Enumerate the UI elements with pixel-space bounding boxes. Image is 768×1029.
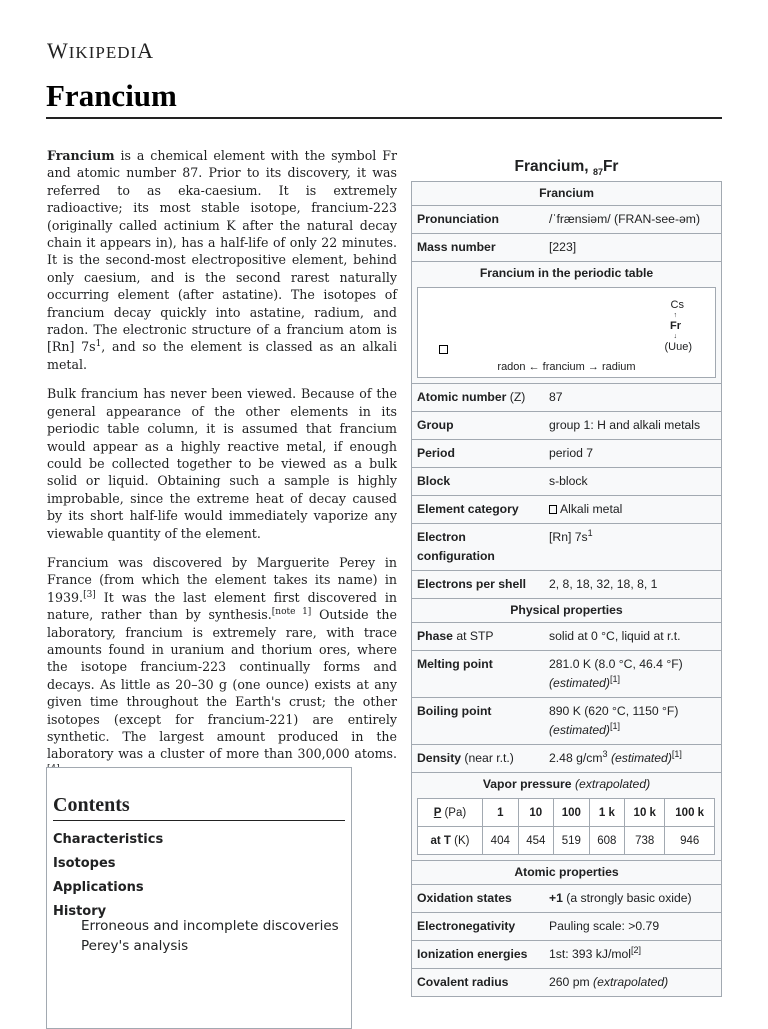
toc-subitem-pereys-analysis[interactable]: Perey's analysis — [81, 938, 189, 954]
citation[interactable]: [3] — [83, 589, 96, 600]
arrow-down-icon: ↓ — [673, 333, 677, 340]
vp-pressure-row: P (Pa) 1 10 100 1 k 10 k 100 k — [418, 799, 715, 827]
infobox-row-phase: Phase at STP solid at 0 °C, liquid at r.t. — [412, 622, 721, 650]
atomic-properties-header: Atomic properties — [412, 860, 721, 884]
category-swatch-icon — [549, 505, 557, 514]
infobox-row-oxidation-states: Oxidation states +1 (a strongly basic oxide) — [412, 884, 721, 912]
toc-list — [53, 828, 163, 924]
infobox-row-category: Element category Alkali metal — [412, 495, 721, 523]
infobox-caption: Francium, $_{87}$Fr — [514, 158, 619, 178]
infobox-row-ionization-energies: Ionization energies 1st: 393 kJ/mol[2] — [412, 940, 721, 968]
toc-title: Contents — [53, 794, 130, 816]
pt-above-element[interactable]: Cs — [670, 299, 684, 311]
title-divider — [46, 117, 722, 119]
pt-square-icon — [439, 345, 448, 354]
infobox-row-covalent-radius: Covalent radius 260 pm (extrapolated) — [412, 968, 721, 996]
toc-item-applications[interactable]: Applications — [53, 880, 144, 895]
toc-item-isotopes[interactable]: Isotopes — [53, 856, 116, 871]
article-body — [47, 147, 397, 792]
arrow-up-icon: ↑ — [673, 312, 677, 319]
infobox-row-electrons-per-shell: Electrons per shell 2, 8, 18, 32, 18, 8, 1 — [412, 570, 721, 598]
pt-current-element: Fr — [670, 320, 681, 332]
infobox-row-pronunciation: Pronunciation /ˈfrænsiəm/ (FRAN-see-əm) — [412, 205, 721, 233]
toc-item-history[interactable]: History — [53, 904, 107, 919]
element-infobox — [411, 157, 722, 997]
toc-subitem-erroneous-discoveries[interactable]: Erroneous and incomplete discoveries — [81, 918, 339, 934]
vp-temperature-row: at T (K) 404 454 519 608 738 946 — [418, 827, 715, 855]
pt-neighbor-nav[interactable]: radon ← francium → radium — [497, 361, 636, 373]
infobox-row-electronegativity: Electronegativity Pauling scale: >0.79 — [412, 912, 721, 940]
citation[interactable]: [note 1] — [271, 606, 312, 617]
toc-item-characteristics[interactable]: Characteristics — [53, 832, 164, 847]
toc-divider — [53, 820, 345, 821]
periodic-table-mini[interactable] — [417, 287, 716, 378]
infobox-row-mass-number: Mass number [223] — [412, 233, 721, 261]
infobox-row-density: Density (near r.t.) 2.48 $g/cm^3$ (estimated)[1] — [412, 744, 721, 772]
infobox-header-name: Francium — [539, 186, 594, 200]
vapor-pressure-header: Vapor pressure (extrapolated) — [412, 772, 721, 796]
pt-below-element[interactable]: (Uue) — [664, 341, 692, 353]
infobox-row-period: Period period 7 — [412, 439, 721, 467]
infobox-row-group: Group group 1: H and alkali metals — [412, 411, 721, 439]
table-of-contents — [46, 767, 352, 1029]
infobox-row-atomic-number: Atomic number (Z) 87 — [412, 383, 721, 411]
page-title: Francium — [46, 78, 177, 113]
infobox-row-electron-configuration: Electron configuration [Rn] $7s^1$ — [412, 523, 721, 570]
infobox-row-block: Block s-block — [412, 467, 721, 495]
physical-properties-header: Physical properties — [412, 598, 721, 622]
intro-paragraph-3: Francium was discovered by Marguerite Perey in France (from which the element takes its name) in 1939.[3] It was the last element first discovered in nature, rather than by synthesis.[note 1] Outside the laboratory, francium is extremely rare, with trace amounts found in uranium and thorium ores, where the isotope francium-223 continually forms and decays. As little as 20–30 g (one ounce) exists at any given time throughout the Earth's crust; the other isotopes (except for francium-221) are entirely synthetic. The largest amount produced in the laboratory was a cluster of more than 300,000 atoms. — [47, 554, 397, 780]
infobox-row-melting-point: Melting point 281.0 K (8.0 °C, 46.4 °F) (estimated)[1] — [412, 650, 721, 697]
periodic-table-header: Francium in the periodic table — [412, 261, 721, 285]
infobox-row-boiling-point: Boiling point 890 K (620 °C, 1150 °F) (estimated)[1] — [412, 697, 721, 744]
vapor-pressure-table — [417, 798, 715, 855]
wikipedia-wordmark[interactable]: WIKIPEDIA — [47, 38, 155, 63]
intro-paragraph-1: Francium is a chemical element with the symbol Fr and atomic number 87. Prior to its discovery, it was referred to as eka-caesium. It is extremely radioactive; its most stable isotope, francium-223 (originally called actinium K after the natural decay chain it appears in), has a half-life of only 22 minutes. It is the second-most electropositive element, behind only caesium, and is the second rarest naturally occurring element (after astatine). The isotopes of francium decay quickly into astatine, radium, and radon. The electronic structure of a francium atom is [Rn] $7s^1$, and so the element is classed as an alkali metal. — [47, 148, 397, 372]
intro-paragraph-2: Bulk francium has never been viewed. Because of the general appearance of the other elements in its periodic table column, it is assumed that francium would appear as a highly reactive metal, if enough could be collected together to be viewed as a bulk solid or liquid. Obtaining such a sample is highly improbable, since the extreme heat of decay caused by its short half-life would immediately vaporize any viewable quantity of the element. — [47, 386, 397, 541]
